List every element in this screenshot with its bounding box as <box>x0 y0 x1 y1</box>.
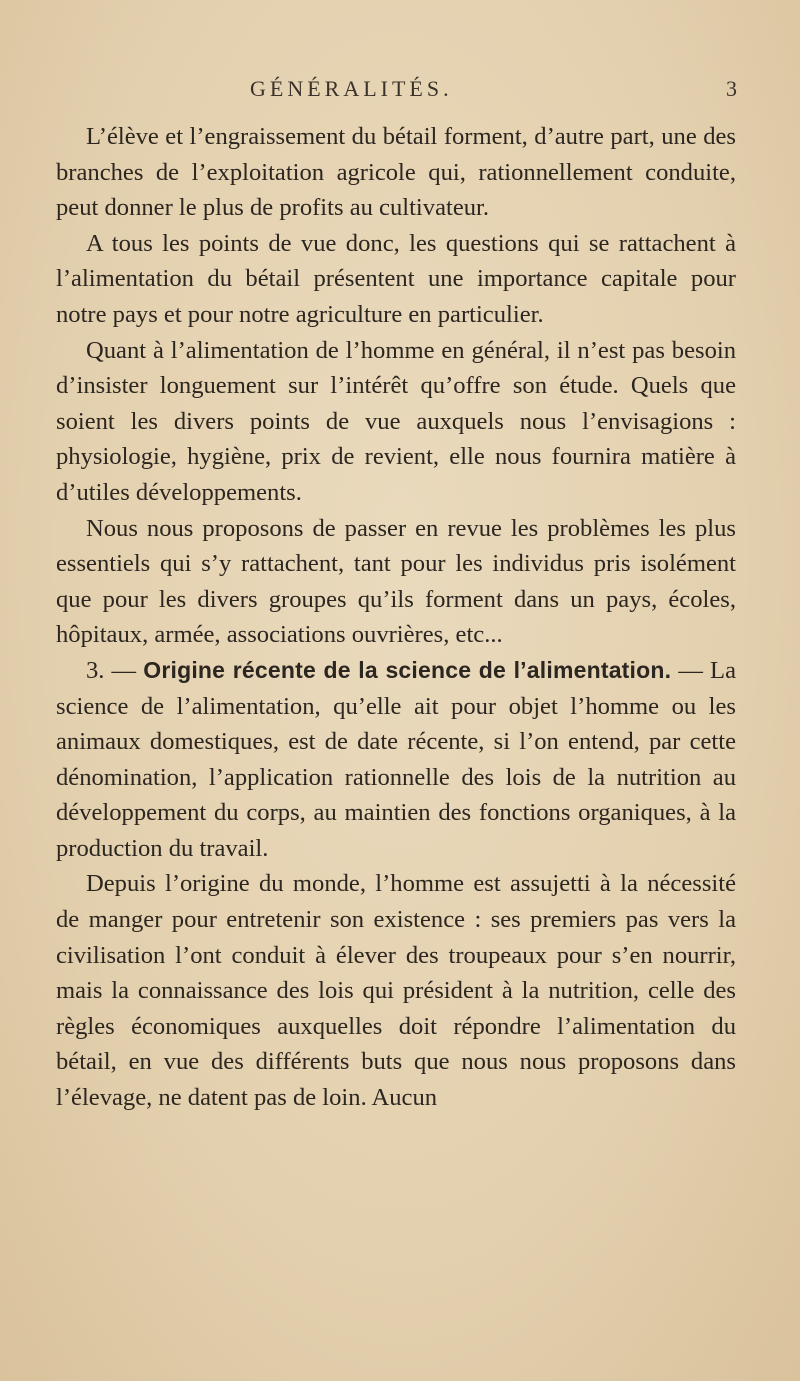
section-heading: Origine récente de la science de l’alimentation. <box>143 656 672 683</box>
section-number: 3. — <box>86 656 144 684</box>
page-number: 3 <box>726 76 737 101</box>
running-head <box>0 76 800 108</box>
body-text <box>56 119 736 1116</box>
section-text: — La science de l’alimentation, qu’elle ait pour objet l’homme ou les animaux domestiques, est de date récente, si l’on entend, par cette dénomination, l’application rationnelle des lois de la nutrition au développement du corps, au maintien des fonctions organiques, à la production du travail. <box>56 656 736 862</box>
paragraph-2: A tous les points de vue donc, les questions qui se rattachent à l’alimentation du bétail présentent une importance capitale pour notre pays et pour notre agriculture en particulier. <box>56 229 736 328</box>
section-paragraph <box>56 653 736 867</box>
paragraph-4: Nous nous proposons de passer en revue les problèmes les plus essentiels qui s’y rattachent, tant pour les individus pris isolément que pour les divers groupes qu’ils forment dans un pays, écoles, hôpitaux, armée, associations ouvrières, etc... <box>56 514 736 649</box>
paragraph-final: Depuis l’origine du monde, l’homme est assujetti à la nécessité de manger pour entretenir son existence : ses premiers pas vers la civilisation l’ont conduit à élever des troupeaux pour s’en nourrir, mais la connaissance des lois qui président à la nutrition, celle des règles économiques auxquelles doit répondre l’alimentation du bétail, en vue des différents buts que nous nous proposons dans l’élevage, ne datent pas de loin. Aucun <box>56 870 736 1112</box>
running-title: GÉNÉRALITÉS. <box>250 76 453 101</box>
paragraph-1: L’élève et l’engraissement du bétail forment, d’autre part, une des branches de l’exploitation agricole qui, rationnellement conduite, peut donner le plus de profits au cultivateur. <box>56 123 736 222</box>
paragraph-3: Quant à l’alimentation de l’homme en général, il n’est pas besoin d’insister longuement sur l’intérêt qu’offre son étude. Quels que soient les divers points de vue auxquels nous l’envisagions : physiologie, hygiène, prix de revient, elle nous fournira matière à d’utiles développements. <box>56 336 736 506</box>
